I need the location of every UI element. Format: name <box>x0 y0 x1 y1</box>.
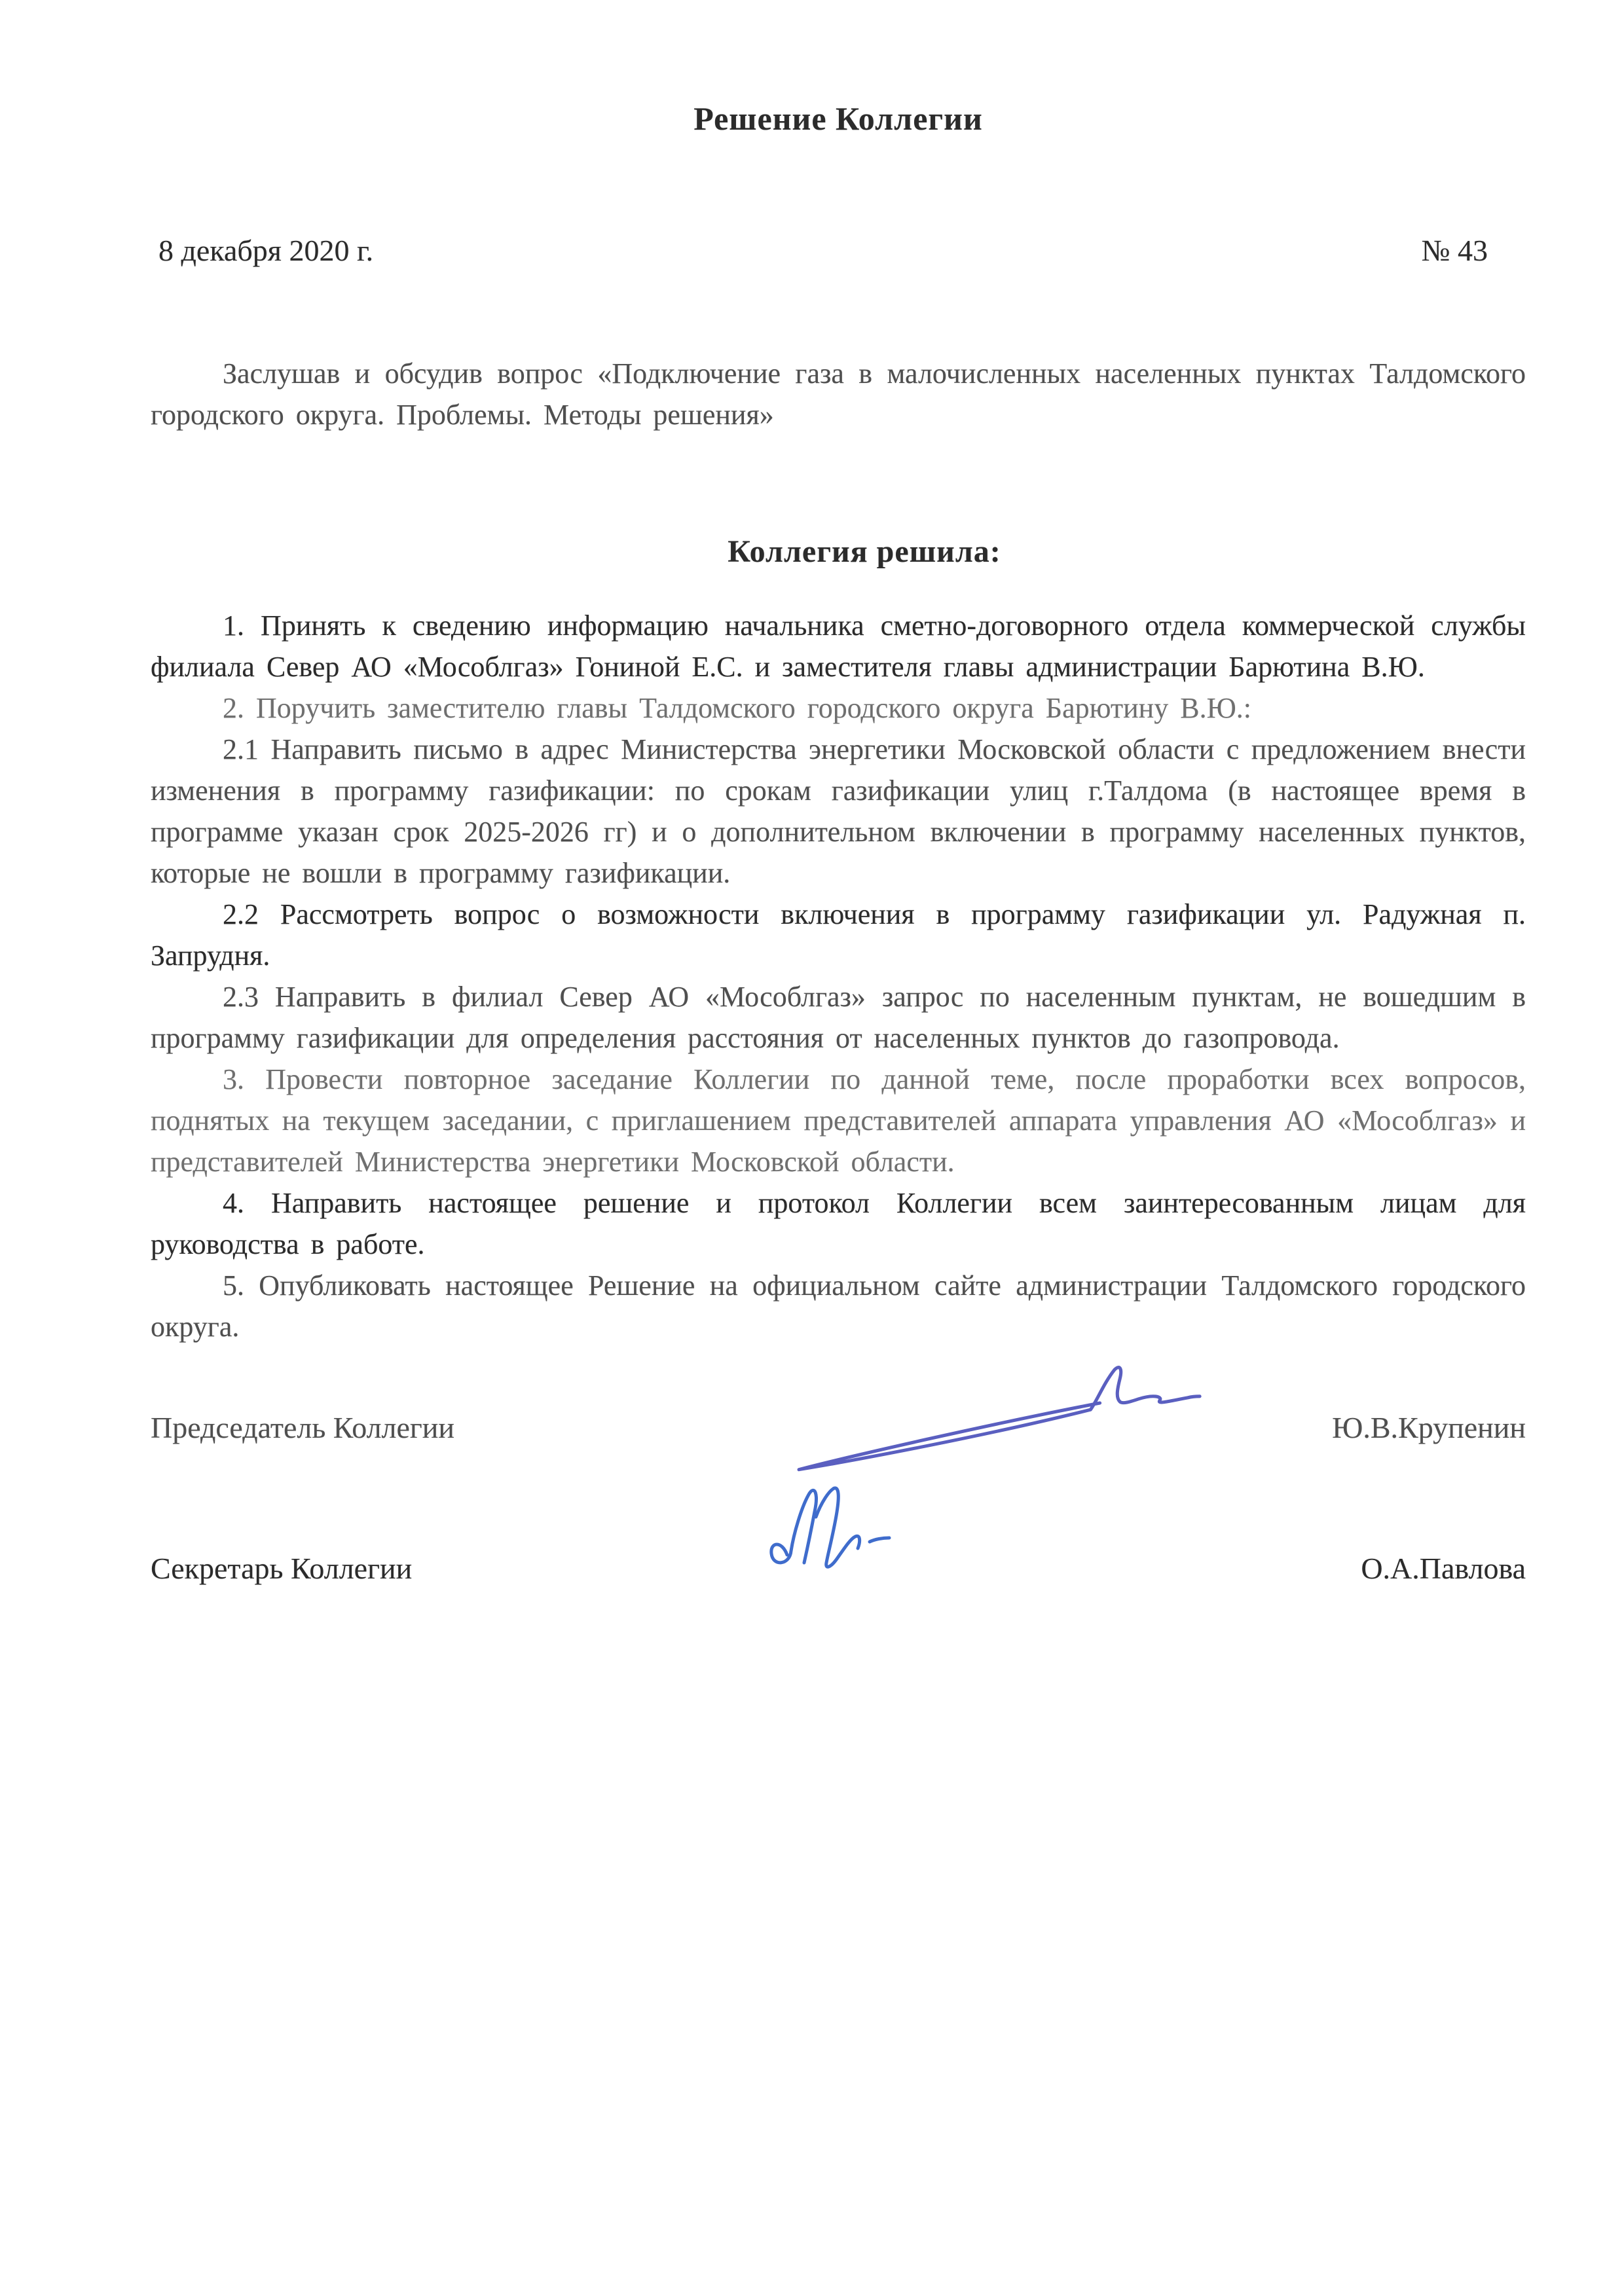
document-number: № 43 <box>1421 234 1488 267</box>
resolution-item-2-2: 2.2 Рассмотреть вопрос о возможности включения в программу газификации ул. Радужная п. Запрудня. <box>151 898 1526 972</box>
resolution-item-2-3: 2.3 Направить в филиал Север АО «Мособлгаз» запрос по населенным пунктам, не вошедшим в программу газификации для определения расстояния от населенных пунктов до газопровода. <box>151 981 1526 1054</box>
signature-stroke <box>799 1368 1200 1470</box>
signature-row-secretary <box>151 1551 1526 1586</box>
secretary-role-label: Секретарь Коллегии <box>151 1552 413 1585</box>
signature-row-chairman <box>151 1410 1526 1445</box>
signature-stroke <box>816 1488 860 1567</box>
resolution-item-1: 1. Принять к сведению информацию начальника сметно-договорного отдела коммерческой службы филиала Север АО «Мособлгаз» Гониной Е.С. и заместителя главы администрации Барютина В.Ю. <box>151 610 1526 683</box>
intro-paragraph: Заслушав и обсудив вопрос «Подключение газа в малочисленных населенных пунктах Талдомского городского округа. Проблемы. Методы решения» <box>151 357 1526 431</box>
chairman-name: Ю.В.Крупенин <box>1332 1411 1526 1444</box>
signature-stroke <box>771 1490 817 1563</box>
resolution-items <box>151 605 1526 1347</box>
resolution-item-2: 2. Поручить заместителю главы Талдомского городского округа Барютину В.Ю.: <box>223 692 1252 724</box>
chairman-signature-ink <box>789 1363 1203 1483</box>
secretary-signature-ink <box>765 1471 922 1589</box>
chairman-role-label: Председатель Коллегии <box>151 1411 455 1444</box>
resolution-item-2-1: 2.1 Направить письмо в адрес Министерства энергетики Московской области с предложением внести изменения в программу газификации: по срокам газификации улиц г.Талдома (в настоящее время в программе указан срок 2025-2026 гг) и о дополнительном включении в программу населенных пунктов, которые не вошли в программу газификации. <box>151 733 1526 889</box>
resolution-item-4: 4. Направить настоящее решение и протокол Коллегии всем заинтересованным лицам для руководства в работе. <box>151 1187 1526 1260</box>
document-date: 8 декабря 2020 г. <box>158 234 374 267</box>
secretary-name: О.А.Павлова <box>1361 1552 1526 1585</box>
resolution-item-3: 3. Провести повторное заседание Коллегии по данной теме, после проработки всех вопросов, поднятых на текущем заседании, с приглашением представителей аппарата управления АО «Мособлгаз» и представителей Министерства энергетики Московской области. <box>151 1063 1526 1178</box>
meta-row <box>151 233 1526 268</box>
document-title: Решение Коллегии <box>693 100 983 137</box>
signature-stroke <box>870 1538 889 1542</box>
resolution-item-5: 5. Опубликовать настоящее Решение на официальном сайте администрации Талдомского городского округа. <box>151 1269 1526 1343</box>
resolution-heading: Коллегия решила: <box>728 534 1001 569</box>
